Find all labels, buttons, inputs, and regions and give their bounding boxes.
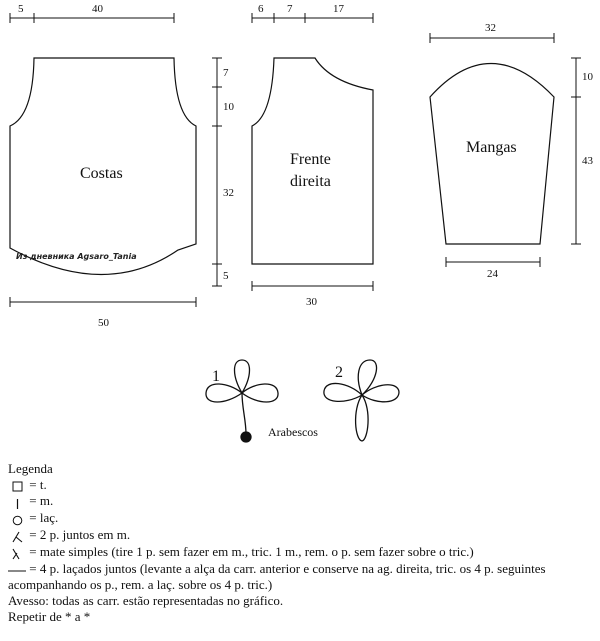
square-symbol-icon: [8, 478, 26, 494]
watermark-text: Из дневника Agsaro_Tania: [16, 252, 137, 261]
dim-side-5: 5: [223, 270, 229, 282]
motif-1-number: 1: [212, 368, 220, 385]
front-label-line2: direita: [290, 173, 331, 190]
dim-side-10: 10: [223, 101, 234, 113]
front-label-line1: Frente: [290, 151, 331, 168]
legend-item-purl: [8, 493, 598, 510]
dim-sleeve-cap: 10: [582, 71, 593, 83]
legend-item-yarnover: [8, 510, 598, 527]
dim-sleeve-length: 43: [582, 155, 593, 167]
legend-purl-text: = m.: [29, 493, 54, 509]
dim-front-shoulder-b: 17: [333, 3, 344, 15]
dim-side-7: 7: [223, 67, 229, 79]
motif-2-number: 2: [335, 364, 343, 381]
skp-symbol-icon: [8, 545, 26, 561]
k2tog-symbol-icon: [8, 528, 26, 544]
legend-item-knit: [8, 477, 598, 494]
dim-front-shoulder-a: 7: [287, 3, 293, 15]
side-vertical-dimension: [212, 58, 222, 286]
dim-sleeve-top: 32: [485, 22, 496, 34]
back-bottom-dimension: [10, 297, 196, 307]
sleeve-top-dimension: [430, 33, 554, 43]
front-bottom-dimension: [252, 281, 373, 291]
legend-avesso: Avesso: todas as carr. estão representadas no gráfico.: [8, 593, 284, 609]
dim-sleeve-bottom: 24: [487, 268, 498, 280]
back-label: Costas: [80, 165, 123, 182]
legend-k2tog-text: = 2 p. juntos em m.: [29, 527, 131, 543]
sleeve-label: Mangas: [466, 139, 517, 156]
dim-front-bottom: 30: [306, 296, 317, 308]
long-dash-symbol-icon: [8, 562, 26, 578]
legend-4tog-text: = 4 p. laçados juntos (levante a alça da carr. anterior e conserve na ag. direita, tric. os 4 p. seguintes acompanhando os p., rem. a laç. sobre os 4 p. tric.): [8, 560, 546, 593]
front-top-dimension: [252, 13, 373, 23]
legend-item-k2tog: [8, 527, 598, 544]
sleeve-vertical-dimension: [571, 58, 581, 244]
legend-knit-text: = t.: [29, 476, 47, 492]
legend: [8, 461, 598, 624]
legend-item-4tog: [8, 561, 598, 593]
legend-title: Legenda: [8, 461, 53, 476]
dim-front-neck: 6: [258, 3, 264, 15]
sleeve-bottom-dimension: [446, 257, 540, 267]
arabesques-label: Arabescos: [268, 425, 318, 439]
circle-symbol-icon: [8, 511, 26, 527]
dim-back-left: 5: [18, 3, 24, 15]
dim-side-32: 32: [223, 187, 234, 199]
dim-back-width-top: 40: [92, 3, 103, 15]
legend-skp-text: = mate simples (tire 1 p. sem fazer em m., tric. 1 m., rem. o p. sem fazer sobre o tric.): [29, 543, 474, 559]
vertical-bar-symbol-icon: [8, 495, 26, 511]
dim-back-bottom: 50: [98, 317, 109, 329]
legend-item-skp: [8, 544, 598, 561]
legend-repeat: Repetir de * a *: [8, 608, 91, 624]
legend-yarnover-text: = laç.: [29, 510, 59, 526]
